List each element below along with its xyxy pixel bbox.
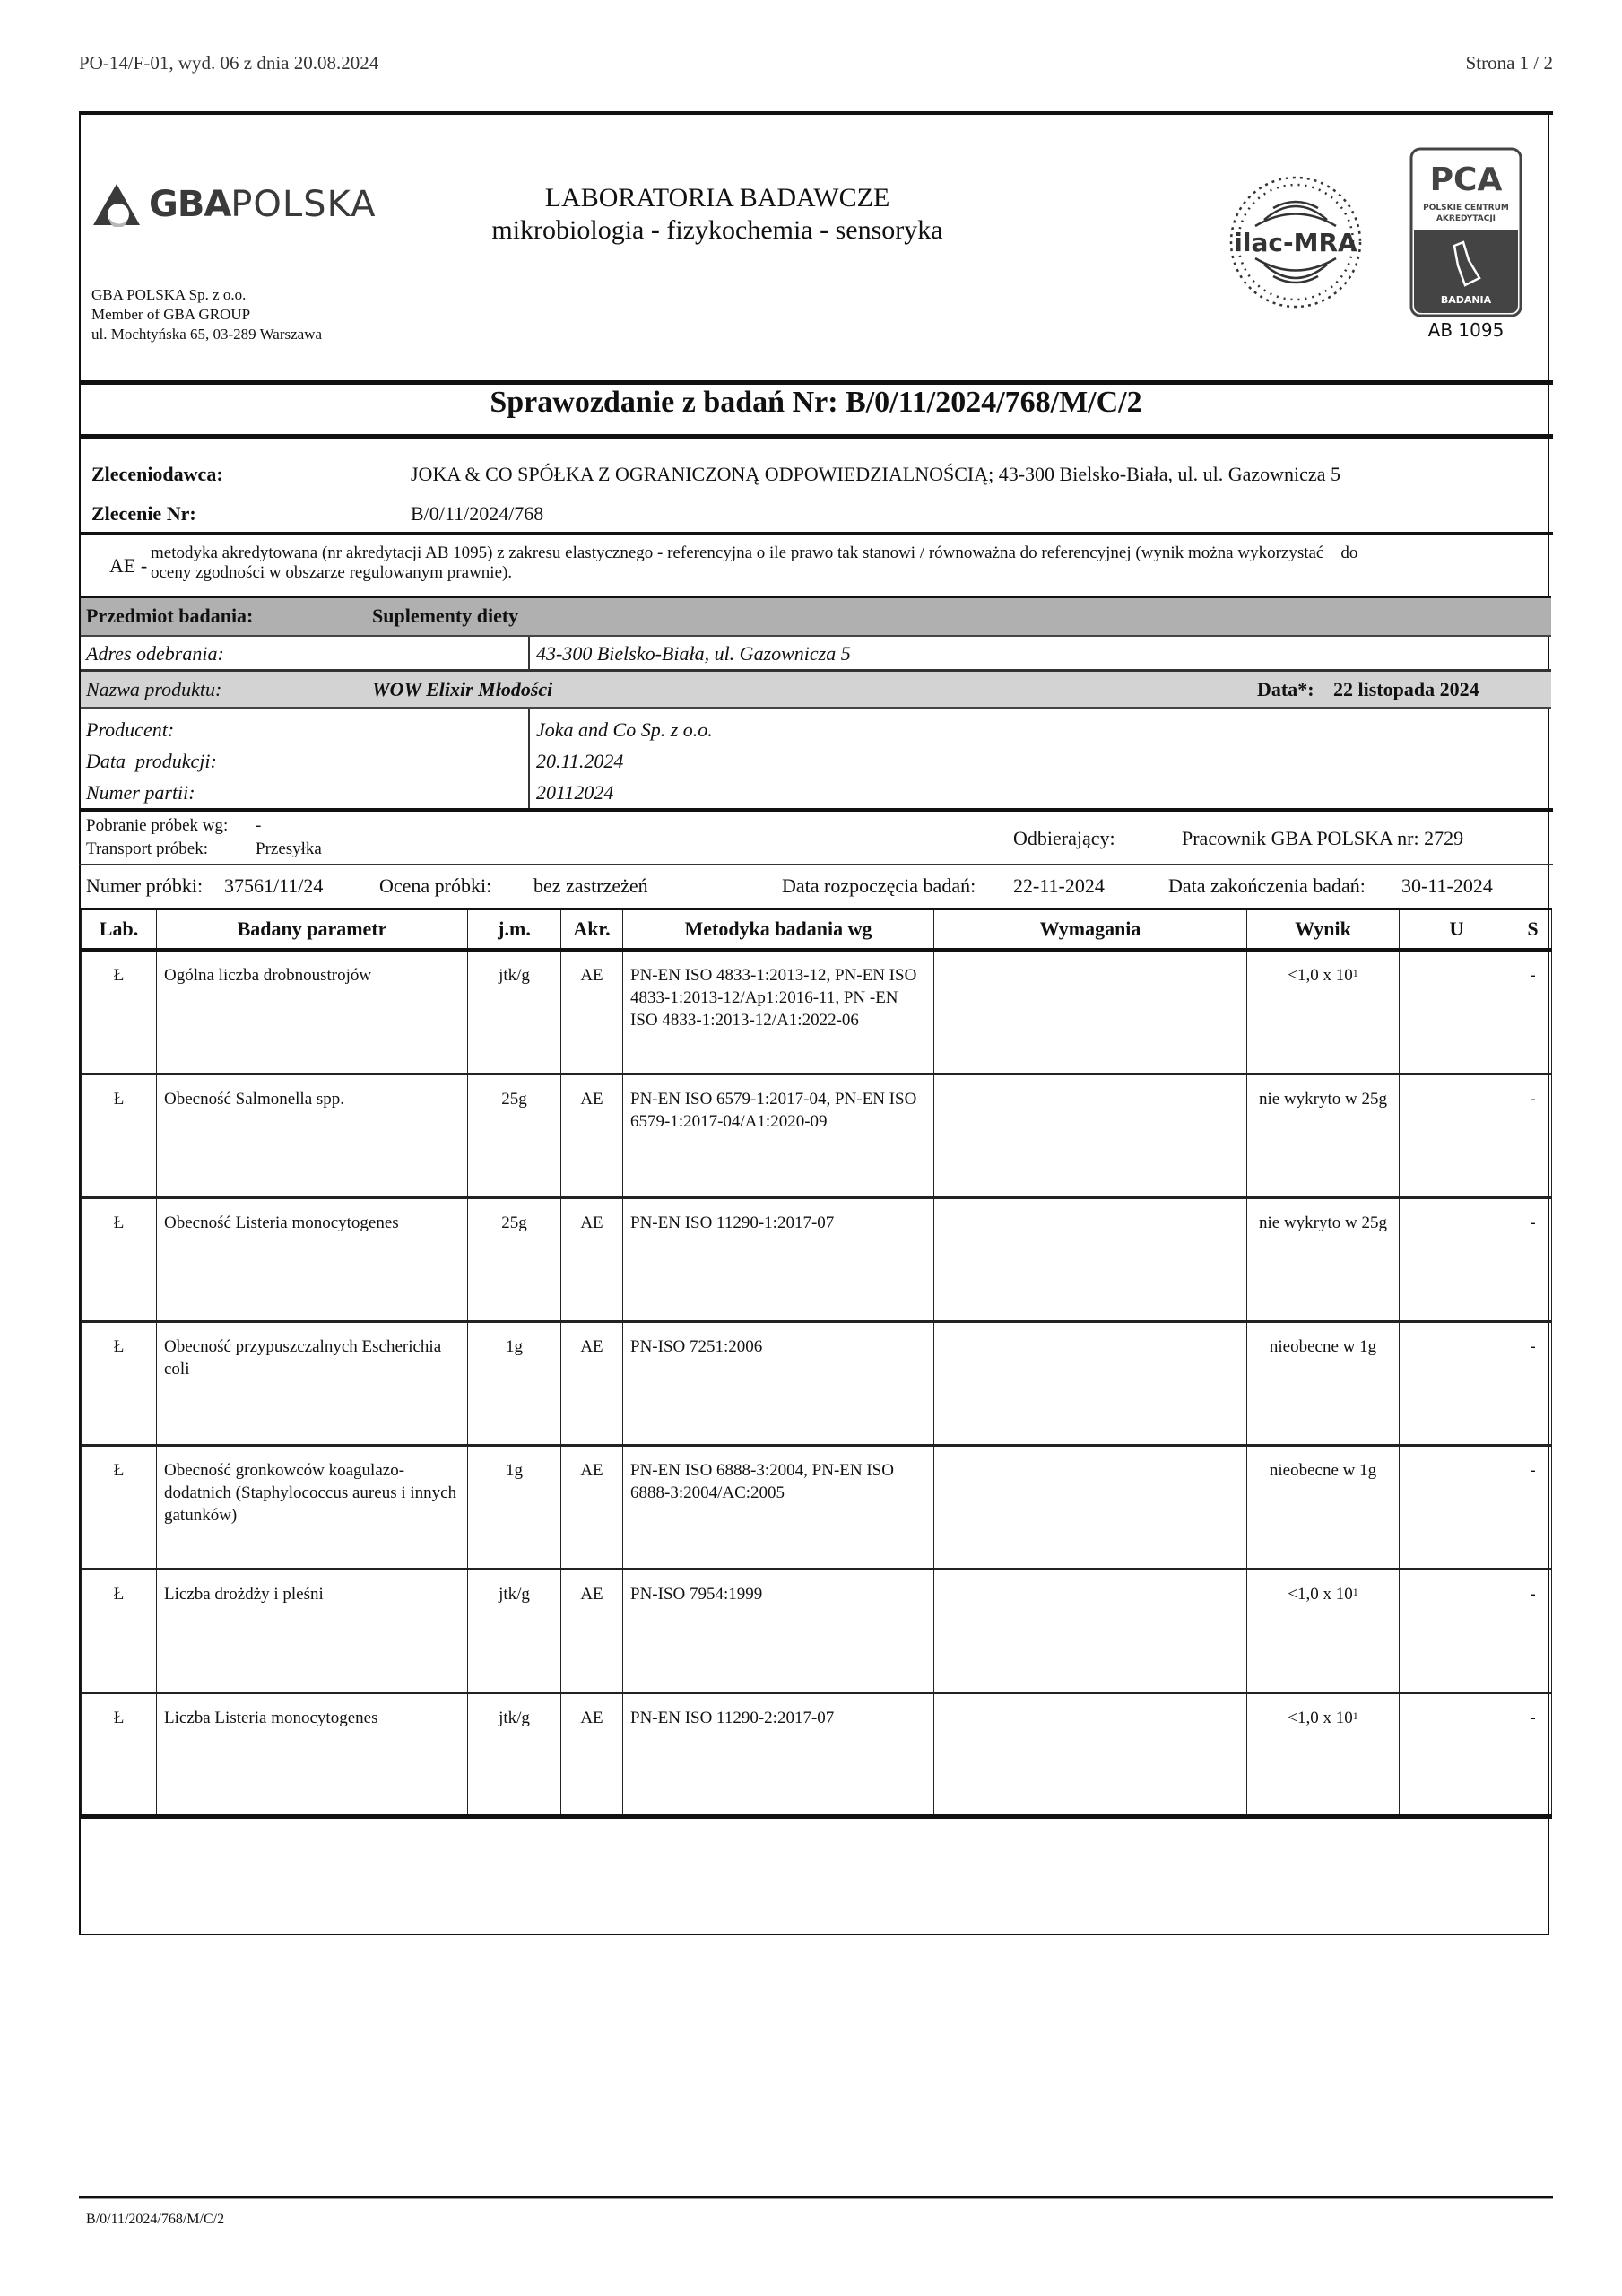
result-value: <1,0 x 10 <box>1288 966 1353 985</box>
cell-uncertainty <box>1400 1569 1514 1692</box>
table-row <box>82 1074 1552 1197</box>
page-number: Strona 1 / 2 <box>1465 52 1553 74</box>
footer-report-reference: B/0/11/2024/768/M/C/2 <box>86 2212 225 2227</box>
column-header-method: Metodyka badania wg <box>623 909 934 951</box>
cell-uncertainty <box>1400 1692 1514 1816</box>
cell-parameter: Liczba drożdży i pleśni <box>157 1569 468 1692</box>
cell-unit: 25g <box>468 1074 561 1197</box>
result-value: nie wykryto w 25g <box>1258 1089 1387 1109</box>
divider <box>79 434 1553 439</box>
table-row <box>82 1569 1552 1692</box>
cell-unit: 1g <box>468 1445 561 1569</box>
cell-s-value: - <box>1514 1074 1552 1197</box>
cell-requirements <box>934 1569 1247 1692</box>
ae-description <box>151 544 1540 583</box>
test-start-label: Data rozpoczęcia badań: <box>782 874 976 897</box>
date-value: 22 listopada 2024 <box>1333 678 1479 700</box>
client-value: JOKA & CO SPÓŁKA Z OGRANICZONĄ ODPOWIEDZIALNOŚCIĄ; 43-300 Bielsko-Biała, ul. ul. Gazownicza 5 <box>411 463 1340 485</box>
divider <box>79 864 1553 865</box>
logo-text-gba: GBA <box>149 184 231 225</box>
cell-method: PN-ISO 7251:2006 <box>623 1321 934 1445</box>
sample-assessment-value: bez zastrzeżeń <box>533 874 648 897</box>
sample-number-label: Numer próbki: <box>86 874 204 897</box>
batch-number-value: 20112024 <box>536 781 614 804</box>
cell-s-value: - <box>1514 1569 1552 1692</box>
cell-s-value: - <box>1514 1445 1552 1569</box>
ilac-mra-logo <box>1224 170 1367 314</box>
column-header-result: Wynik <box>1247 909 1400 951</box>
cell-accreditation: AE <box>561 1692 623 1816</box>
column-header-parameter: Badany parametr <box>157 909 468 951</box>
cell-result <box>1247 950 1400 1074</box>
gba-polska-logo <box>91 178 376 231</box>
column-header-accreditation: Akr. <box>561 909 623 951</box>
pca-subtitle-1: POLSKIE CENTRUM <box>1423 204 1509 213</box>
producer-value: Joka and Co Sp. z o.o. <box>536 718 713 741</box>
cell-unit: 25g <box>468 1197 561 1321</box>
accreditation-number: AB 1095 <box>1427 319 1505 341</box>
divider <box>79 808 1553 812</box>
production-date-value: 20.11.2024 <box>536 750 624 772</box>
cell-unit: jtk/g <box>468 1692 561 1816</box>
sampling-value: - <box>256 816 262 835</box>
cell-result <box>1247 1445 1400 1569</box>
transport-label: Transport próbek: <box>86 839 208 858</box>
table-row <box>82 1197 1552 1321</box>
cell-accreditation: AE <box>561 1445 623 1569</box>
date-label: Data*: <box>1257 678 1314 700</box>
lab-title-line1: LABORATORIA BADAWCZE <box>544 183 890 213</box>
transport-value: Przesyłka <box>256 839 322 858</box>
pca-title: PCA <box>1429 161 1503 198</box>
divider <box>528 709 530 809</box>
cell-result <box>1247 1692 1400 1816</box>
cell-requirements <box>934 1197 1247 1321</box>
test-end-label: Data zakończenia badań: <box>1168 874 1366 897</box>
footer-divider-shadow <box>79 2198 1553 2199</box>
cell-accreditation: AE <box>561 1197 623 1321</box>
cell-unit: jtk/g <box>468 950 561 1074</box>
cell-uncertainty <box>1400 1074 1514 1197</box>
cell-unit: 1g <box>468 1321 561 1445</box>
table-row <box>82 1692 1552 1816</box>
ae-abbreviation: AE - <box>109 554 148 577</box>
pca-accreditation-badge <box>1409 147 1522 317</box>
production-date-label: Data produkcji: <box>86 750 217 772</box>
cell-parameter: Ogólna liczba drobnoustrojów <box>157 950 468 1074</box>
product-name-label: Nazwa produktu: <box>86 678 222 700</box>
ae-description-line2: oceny zgodności w obszarze regulowanym prawnie). <box>151 563 513 582</box>
lab-title <box>403 182 1031 247</box>
frame-top-border <box>79 111 1553 115</box>
cell-requirements <box>934 1074 1247 1197</box>
cell-lab-code: Ł <box>82 1074 157 1197</box>
cell-requirements <box>934 1321 1247 1445</box>
table-header-row <box>82 909 1552 951</box>
cell-parameter: Obecność Listeria monocytogenes <box>157 1197 468 1321</box>
cell-uncertainty <box>1400 1321 1514 1445</box>
column-header-requirements: Wymagania <box>934 909 1247 951</box>
cell-parameter: Obecność przypuszczalnych Escherichia coli <box>157 1321 468 1445</box>
cell-uncertainty <box>1400 1197 1514 1321</box>
cell-s-value: - <box>1514 1692 1552 1816</box>
lab-title-line2: mikrobiologia - fizykochemia - sensoryka <box>491 215 943 245</box>
result-value: <1,0 x 10 <box>1288 1708 1353 1727</box>
cell-accreditation: AE <box>561 950 623 1074</box>
table-row <box>82 950 1552 1074</box>
product-name-value: WOW Elixir Młodości <box>372 678 553 700</box>
cell-lab-code: Ł <box>82 950 157 1074</box>
cell-result <box>1247 1321 1400 1445</box>
producer-label: Producent: <box>86 718 175 741</box>
column-header-unit: j.m. <box>468 909 561 951</box>
column-header-uncertainty: U <box>1400 909 1514 951</box>
table-row <box>82 1321 1552 1445</box>
result-exponent: 1 <box>1352 1709 1358 1722</box>
cell-result <box>1247 1074 1400 1197</box>
cell-method: PN-EN ISO 6579-1:2017-04, PN-EN ISO 6579-1:2017-04/A1:2020-09 <box>623 1074 934 1197</box>
cell-lab-code: Ł <box>82 1445 157 1569</box>
pickup-address-label: Adres odebrania: <box>86 642 224 665</box>
company-info <box>91 285 322 344</box>
ilac-label: ilac-MRA <box>1234 228 1357 257</box>
sample-number-value: 37561/11/24 <box>224 874 324 897</box>
cell-requirements <box>934 950 1247 1074</box>
column-header-s: S <box>1514 909 1552 951</box>
divider <box>528 637 530 669</box>
company-name: GBA POLSKA Sp. z o.o. <box>91 286 247 303</box>
cell-s-value: - <box>1514 1321 1552 1445</box>
divider <box>79 380 1553 385</box>
cell-method: PN-EN ISO 11290-2:2017-07 <box>623 1692 934 1816</box>
gba-triangle-icon <box>91 182 142 227</box>
order-value: B/0/11/2024/768 <box>411 502 544 525</box>
pca-badge-label: BADANIA <box>1440 294 1492 306</box>
cell-lab-code: Ł <box>82 1569 157 1692</box>
cell-uncertainty <box>1400 1445 1514 1569</box>
column-header-lab: Lab. <box>82 909 157 951</box>
table-row <box>82 1445 1552 1569</box>
cell-parameter: Obecność Salmonella spp. <box>157 1074 468 1197</box>
cell-requirements <box>934 1445 1247 1569</box>
cell-accreditation: AE <box>561 1321 623 1445</box>
pca-subtitle-2: AKREDYTACJI <box>1436 214 1496 223</box>
order-label: Zlecenie Nr: <box>91 502 196 525</box>
cell-accreditation: AE <box>561 1074 623 1197</box>
cell-result <box>1247 1569 1400 1692</box>
logo-text-polska: POLSKA <box>230 184 377 225</box>
company-address: ul. Mochtyńska 65, 03-289 Warszawa <box>91 326 323 343</box>
cell-lab-code: Ł <box>82 1321 157 1445</box>
cell-parameter: Liczba Listeria monocytogenes <box>157 1692 468 1816</box>
cell-method: PN-ISO 7954:1999 <box>623 1569 934 1692</box>
cell-method: PN-EN ISO 11290-1:2017-07 <box>623 1197 934 1321</box>
subject-value: Suplementy diety <box>372 604 519 627</box>
cell-unit: jtk/g <box>468 1569 561 1692</box>
result-value: nieobecne w 1g <box>1269 1336 1377 1356</box>
sampling-label: Pobranie próbek wg: <box>86 816 229 835</box>
report-title: Sprawozdanie z badań Nr: B/0/11/2024/768/M/C/2 <box>490 386 1142 419</box>
cell-requirements <box>934 1692 1247 1816</box>
result-value: nie wykryto w 25g <box>1258 1213 1387 1232</box>
client-label: Zleceniodawca: <box>91 463 223 485</box>
subject-label: Przedmiot badania: <box>86 604 254 627</box>
form-identifier: PO-14/F-01, wyd. 06 z dnia 20.08.2024 <box>79 52 379 74</box>
result-exponent: 1 <box>1352 1585 1358 1598</box>
result-exponent: 1 <box>1352 967 1358 979</box>
product-band <box>81 669 1551 709</box>
batch-number-label: Numer partii: <box>86 781 195 804</box>
pickup-address-value: 43-300 Bielsko-Biała, ul. Gazownicza 5 <box>536 642 851 665</box>
divider <box>79 532 1553 535</box>
cell-method: PN-EN ISO 4833-1:2013-12, PN-EN ISO 4833-1:2013-12/Ap1:2016-11, PN -EN ISO 4833-1:2013-12/A1:2022-06 <box>623 950 934 1074</box>
receiver-label: Odbierający: <box>1013 827 1115 849</box>
test-start-value: 22-11-2024 <box>1013 874 1105 897</box>
cell-s-value: - <box>1514 1197 1552 1321</box>
cell-method: PN-EN ISO 6888-3:2004, PN-EN ISO 6888-3:2004/AC:2005 <box>623 1445 934 1569</box>
receiver-value: Pracownik GBA POLSKA nr: 2729 <box>1182 827 1464 849</box>
cell-parameter: Obecność gronkowców koagulazo-dodatnich (Staphylococcus aureus i innych gatunków) <box>157 1445 468 1569</box>
subject-band <box>81 596 1551 637</box>
result-value: nieobecne w 1g <box>1269 1460 1377 1480</box>
cell-result <box>1247 1197 1400 1321</box>
cell-s-value: - <box>1514 950 1552 1074</box>
results-table <box>81 908 1552 1819</box>
cell-uncertainty <box>1400 950 1514 1074</box>
company-group: Member of GBA GROUP <box>91 306 251 323</box>
result-value: <1,0 x 10 <box>1288 1584 1353 1604</box>
cell-accreditation: AE <box>561 1569 623 1692</box>
ae-description-line1: metodyka akredytowana (nr akredytacji AB 1095) z zakresu elastycznego - referencyjna o ile prawo tak stanowi / równoważna do referencyjnej (wynik można wykorzystać do <box>151 544 1358 562</box>
ilac-mra-icon <box>1224 170 1367 314</box>
cell-lab-code: Ł <box>82 1197 157 1321</box>
sample-assessment-label: Ocena próbki: <box>379 874 492 897</box>
cell-lab-code: Ł <box>82 1692 157 1816</box>
test-end-value: 30-11-2024 <box>1401 874 1493 897</box>
